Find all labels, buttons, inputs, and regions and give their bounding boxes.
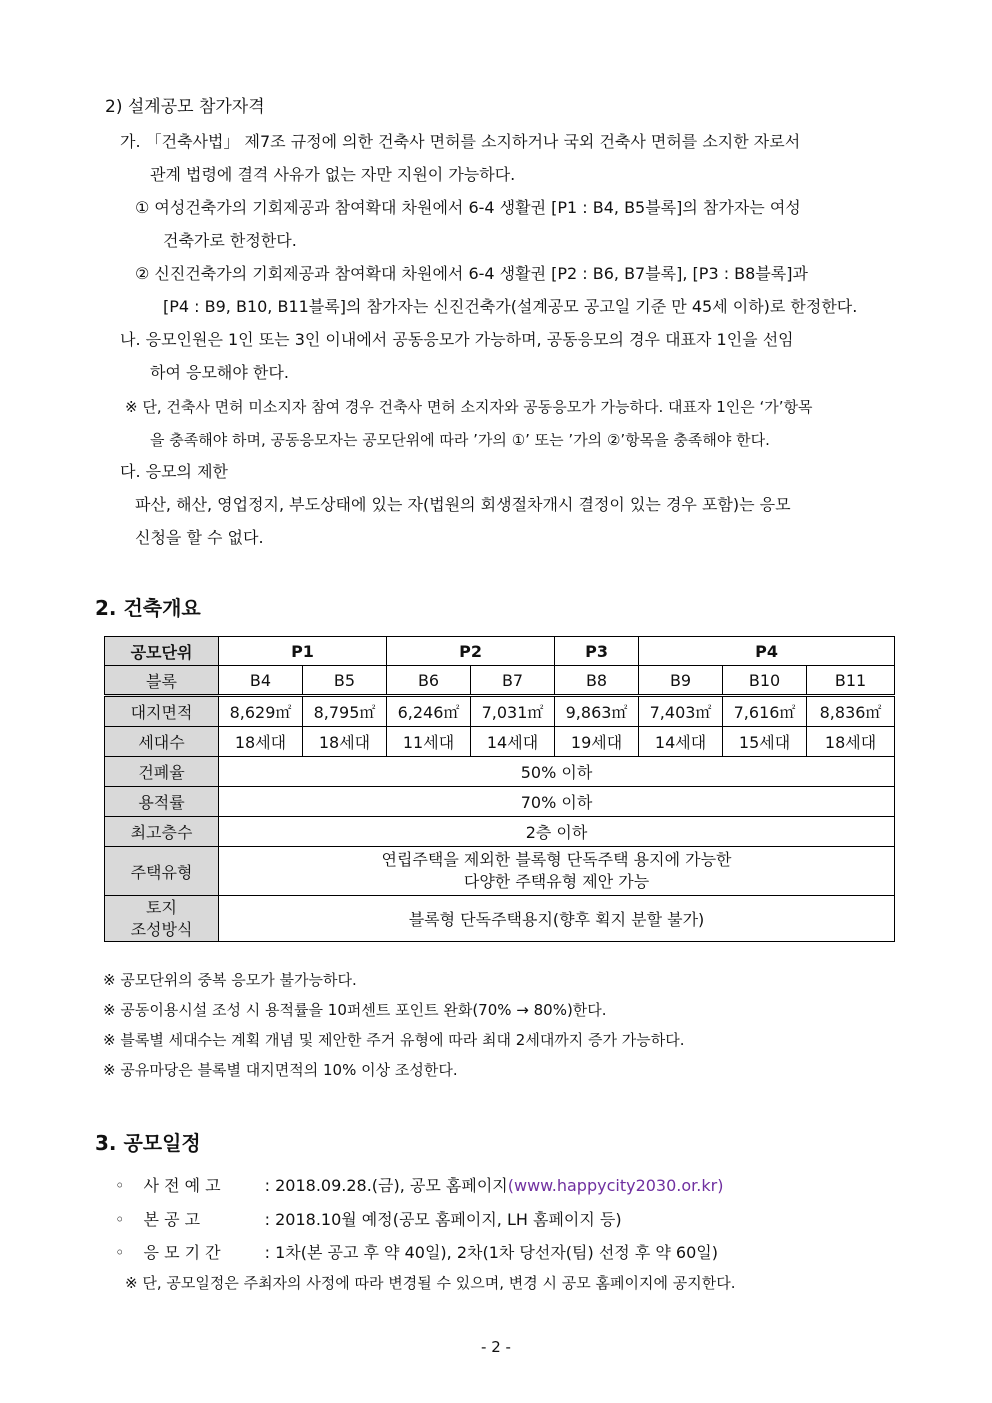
households-cell: 18세대 bbox=[807, 727, 895, 757]
table-row-far bbox=[105, 787, 895, 817]
bullet: ◦ bbox=[115, 1176, 125, 1195]
households-cell: 15세대 bbox=[723, 727, 807, 757]
paragraph-na-line2: 하여 응모해야 한다. bbox=[150, 363, 289, 382]
area-cell: 6,246㎡ bbox=[387, 696, 471, 727]
block-cell: B4 bbox=[219, 666, 303, 696]
row-label-households: 세대수 bbox=[105, 727, 219, 757]
note-line2: 을 충족해야 하며, 공동응모자는 공모단위에 따라 ’가의 ①’ 또는 ’가의 ②’항목을 충족해야 한다. bbox=[150, 431, 770, 449]
item-1-line1: ① 여성건축가의 기회제공과 참여확대 차원에서 6-4 생활권 [P1 : B4, B5블록]의 참가자는 여성 bbox=[135, 198, 801, 217]
note-line1: ※ 단, 건축사 면허 미소지자 참여 경우 건축사 면허 소지자와 공동응모가 가능하다. 대표자 1인은 ‘가’항목 bbox=[125, 398, 813, 416]
row-label-method bbox=[105, 896, 219, 942]
households-cell: 18세대 bbox=[219, 727, 303, 757]
unit-cell: P1 bbox=[219, 637, 387, 666]
section-title-overview: 2. 건축개요 bbox=[95, 596, 201, 620]
row-label-far: 용적률 bbox=[105, 787, 219, 817]
block-cell: B6 bbox=[387, 666, 471, 696]
households-cell: 18세대 bbox=[303, 727, 387, 757]
item-2-line2: [P4 : B9, B10, B11블록]의 참가자는 신진건축가(설계공모 공고일 기준 만 45세 이하)로 한정한다. bbox=[163, 297, 858, 316]
schedule-item bbox=[115, 1240, 718, 1263]
table-row-area bbox=[105, 696, 895, 727]
households-cell: 14세대 bbox=[639, 727, 723, 757]
row-label-area: 대지면적 bbox=[105, 696, 219, 727]
unit-cell: P2 bbox=[387, 637, 555, 666]
area-cell: 8,629㎡ bbox=[219, 696, 303, 727]
row-label-floors: 최고층수 bbox=[105, 817, 219, 847]
section-heading: 2) 설계공모 참가자격 bbox=[105, 97, 265, 117]
schedule-item bbox=[115, 1207, 622, 1230]
households-cell: 11세대 bbox=[387, 727, 471, 757]
table-row-method bbox=[105, 896, 895, 942]
block-cell: B5 bbox=[303, 666, 387, 696]
floors-value: 2층 이하 bbox=[219, 817, 895, 847]
item-2-line1: ② 신진건축가의 기회제공과 참여확대 차원에서 6-4 생활권 [P2 : B6, B7블록], [P3 : B8블록]과 bbox=[135, 264, 808, 283]
area-cell: 8,795㎡ bbox=[303, 696, 387, 727]
households-cell: 14세대 bbox=[471, 727, 555, 757]
row-label-block: 블록 bbox=[105, 666, 219, 696]
block-cell: B10 bbox=[723, 666, 807, 696]
page-number: - 2 - bbox=[481, 1338, 511, 1356]
row-label-coverage: 건폐율 bbox=[105, 757, 219, 787]
housing-type-line1: 연립주택을 제외한 블록형 단독주택 용지에 가능한 bbox=[381, 850, 732, 869]
unit-cell: P4 bbox=[639, 637, 895, 666]
table-row-floors bbox=[105, 817, 895, 847]
far-value: 70% 이하 bbox=[219, 787, 895, 817]
text: 가. 「건축사법」 제7조 규정에 의한 건축사 면허를 소지하거나 국외 건축사 면허를 소지한 자로서 bbox=[120, 132, 801, 151]
schedule-label: 본 공 고 bbox=[143, 1210, 201, 1229]
table-row-housing-type bbox=[105, 847, 895, 896]
schedule-label: 응 모 기 간 bbox=[143, 1243, 221, 1262]
bullet: ◦ bbox=[115, 1243, 125, 1262]
paragraph-na-line1: 나. 응모인원은 1인 또는 3인 이내에서 공동응모가 가능하며, 공동응모의 경우 대표자 1인을 선임 bbox=[120, 330, 794, 349]
overview-table bbox=[104, 636, 895, 942]
schedule-note: ※ 단, 공모일정은 주최자의 사정에 따라 변경될 수 있으며, 변경 시 공모 홈페이지에 공지한다. bbox=[125, 1274, 736, 1292]
coverage-value: 50% 이하 bbox=[219, 757, 895, 787]
method-label-line1: 토지 bbox=[146, 897, 177, 917]
table-row-coverage bbox=[105, 757, 895, 787]
bullet: ◦ bbox=[115, 1210, 125, 1229]
paragraph-da: 다. 응모의 제한 bbox=[120, 462, 228, 481]
overview-note: ※ 블록별 세대수는 계획 개념 및 제안한 주거 유형에 따라 최대 2세대까지 증가 가능하다. bbox=[103, 1031, 685, 1049]
table-row-households bbox=[105, 727, 895, 757]
item-1-line2: 건축가로 한정한다. bbox=[163, 231, 297, 250]
paragraph-ga-line2: 관계 법령에 결격 사유가 없는 자만 지원이 가능하다. bbox=[150, 165, 516, 184]
overview-note: ※ 공유마당은 블록별 대지면적의 10% 이상 조성한다. bbox=[103, 1061, 458, 1079]
row-label-housing-type: 주택유형 bbox=[105, 847, 219, 896]
schedule-item bbox=[115, 1173, 723, 1196]
block-cell: B7 bbox=[471, 666, 555, 696]
overview-note: ※ 공동이용시설 조성 시 용적률을 10퍼센트 포인트 완화(70% → 80%)한다. bbox=[103, 1001, 607, 1019]
method-value: 블록형 단독주택용지(향후 획지 분할 불가) bbox=[219, 896, 895, 942]
area-cell: 7,031㎡ bbox=[471, 696, 555, 727]
block-cell: B9 bbox=[639, 666, 723, 696]
homepage-link[interactable]: (www.happycity2030.or.kr) bbox=[507, 1176, 724, 1195]
block-cell: B8 bbox=[555, 666, 639, 696]
method-label-line2: 조성방식 bbox=[130, 919, 193, 939]
paragraph-da-line1: 파산, 해산, 영업정지, 부도상태에 있는 자(법원의 회생절차개시 결정이 있는 경우 포함)는 응모 bbox=[135, 495, 791, 514]
table-row-blocks bbox=[105, 666, 895, 696]
schedule-label: 사 전 예 고 bbox=[143, 1176, 221, 1195]
housing-type-value bbox=[219, 847, 895, 896]
paragraph-da-line2: 신청을 할 수 없다. bbox=[135, 528, 264, 547]
schedule-value: : 2018.10월 예정(공모 홈페이지, LH 홈페이지 등) bbox=[264, 1210, 622, 1229]
households-cell: 19세대 bbox=[555, 727, 639, 757]
area-cell: 7,616㎡ bbox=[723, 696, 807, 727]
block-cell: B11 bbox=[807, 666, 895, 696]
housing-type-line2: 다양한 주택유형 제안 가능 bbox=[463, 872, 650, 891]
area-cell: 8,836㎡ bbox=[807, 696, 895, 727]
row-label-unit: 공모단위 bbox=[105, 637, 219, 666]
unit-cell: P3 bbox=[555, 637, 639, 666]
table-row-units bbox=[105, 637, 895, 666]
overview-note: ※ 공모단위의 중복 응모가 불가능하다. bbox=[103, 971, 357, 989]
area-cell: 7,403㎡ bbox=[639, 696, 723, 727]
area-cell: 9,863㎡ bbox=[555, 696, 639, 727]
schedule-value: : 1차(본 공고 후 약 40일), 2차(1차 당선자(팀) 선정 후 약 60일) bbox=[264, 1243, 718, 1262]
schedule-value: : 2018.09.28.(금), 공모 홈페이지 bbox=[264, 1176, 508, 1195]
section-title-schedule: 3. 공모일정 bbox=[95, 1131, 201, 1155]
paragraph-ga-line1 bbox=[120, 131, 896, 153]
